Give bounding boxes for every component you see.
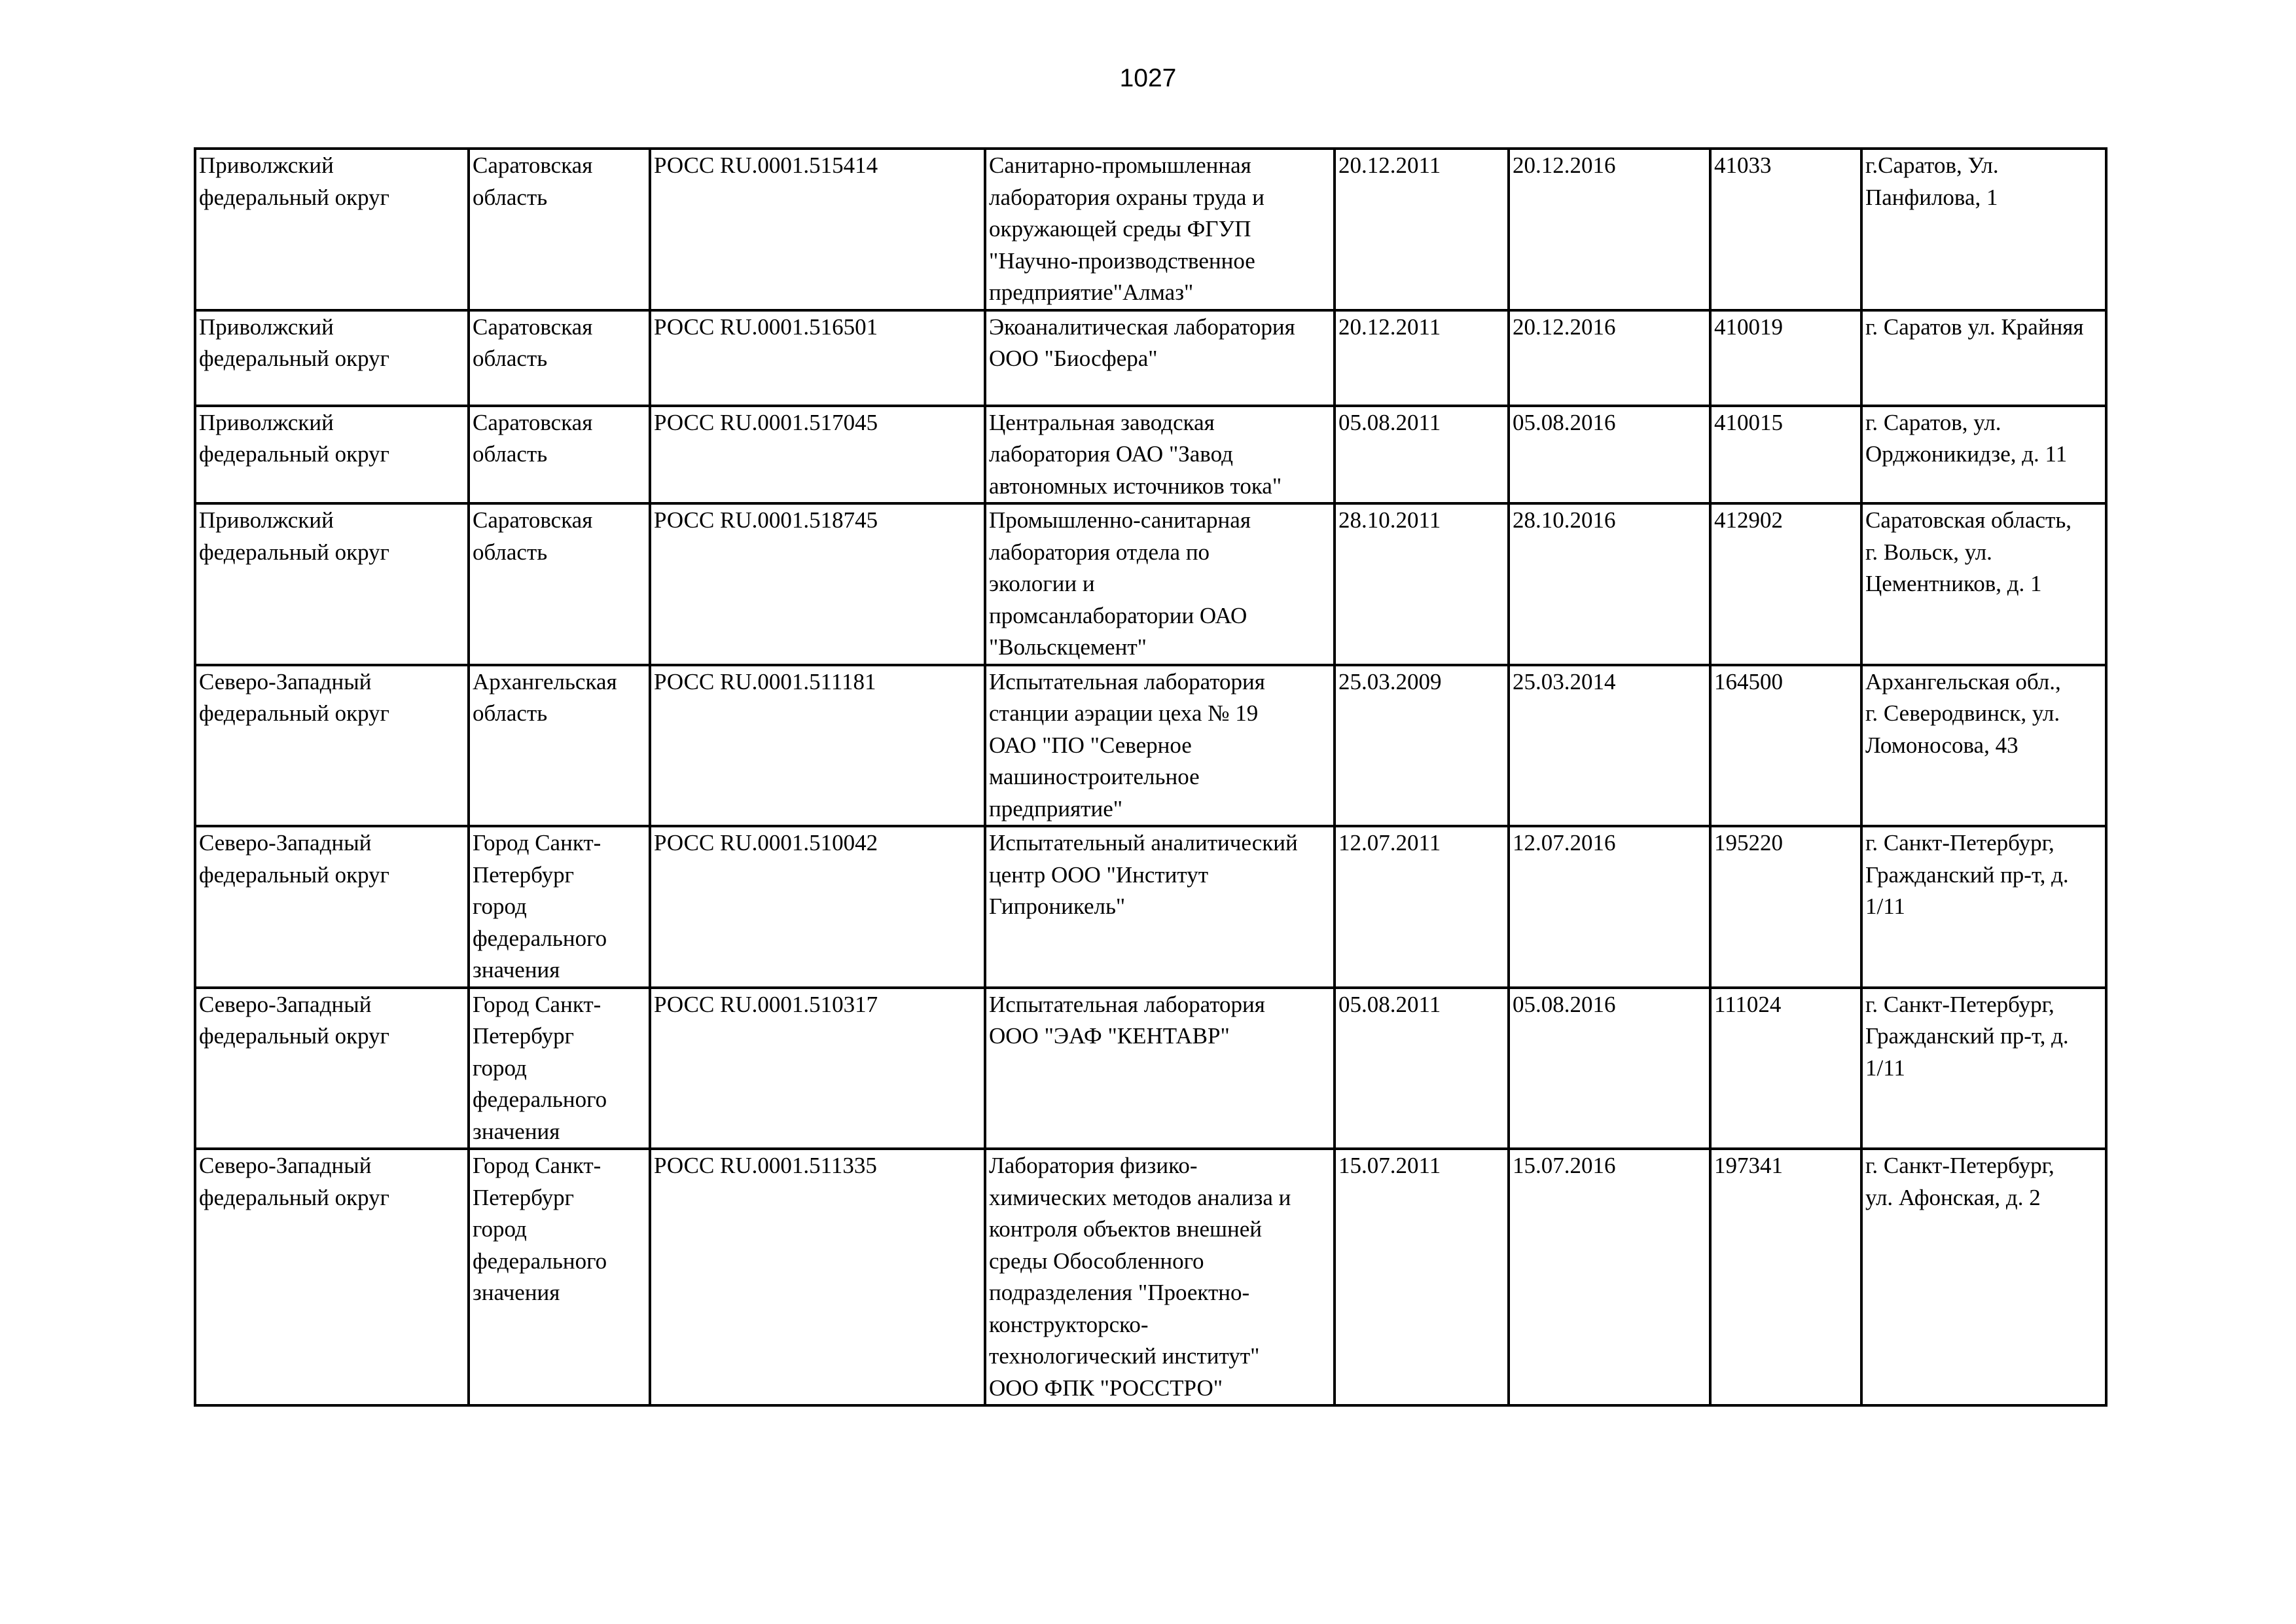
table-row <box>195 826 2106 988</box>
district-cell-text: Приволжский федеральный округ <box>199 507 389 565</box>
district-cell-text: Приволжский федеральный округ <box>199 153 389 210</box>
laboratory-name-cell-text: Санитарно-промышленная лаборатория охраны труда и окружающей среды ФГУП "Научно-производственное предприятие"Алмаз" <box>989 153 1265 305</box>
district-cell-text: Северо-Западный федеральный округ <box>199 830 389 888</box>
postal-code-cell <box>1710 503 1861 665</box>
district-cell <box>195 406 469 504</box>
district-cell-text: Приволжский федеральный округ <box>199 314 389 371</box>
district-cell-text: Северо-Западный федеральный округ <box>199 668 389 726</box>
issue-date-cell-text: 05.08.2011 <box>1338 409 1441 435</box>
registration-number-cell <box>650 503 985 665</box>
region-cell <box>469 826 650 988</box>
expiry-date-cell-text: 25.03.2014 <box>1513 668 1616 695</box>
issue-date-cell <box>1335 406 1509 504</box>
table-body <box>195 149 2106 1405</box>
expiry-date-cell-text: 28.10.2016 <box>1513 507 1616 533</box>
district-cell-text: Северо-Западный федеральный округ <box>199 1153 389 1210</box>
postal-code-cell <box>1710 310 1861 406</box>
registration-number-cell <box>650 988 985 1149</box>
issue-date-cell <box>1335 665 1509 827</box>
region-cell <box>469 310 650 406</box>
address-cell-text: г. Санкт-Петербург, ул. Афонская, д. 2 <box>1865 1153 2054 1210</box>
expiry-date-cell <box>1509 149 1710 310</box>
district-cell <box>195 310 469 406</box>
district-cell <box>195 149 469 310</box>
laboratory-name-cell-text: Экоаналитическая лаборатория ООО "Биосфера" <box>989 314 1295 371</box>
issue-date-cell-text: 25.03.2009 <box>1338 668 1442 695</box>
laboratory-name-cell <box>985 826 1335 988</box>
expiry-date-cell <box>1509 826 1710 988</box>
issue-date-cell-text: 05.08.2011 <box>1338 991 1441 1017</box>
address-cell-text: г. Санкт-Петербург, Гражданский пр-т, д. 1/11 <box>1865 830 2069 919</box>
registration-number-cell <box>650 406 985 504</box>
laboratory-name-cell-text: Лаборатория физико- химических методов анализа и контроля объектов внешней среды Обособленного подразделения "Проектно- конструкторско- технологический институт" ООО ФПК "РОССТРО" <box>989 1153 1291 1401</box>
registration-number-cell-text: РОСС RU.0001.516501 <box>654 314 878 340</box>
address-cell <box>1861 503 2106 665</box>
region-cell-text: Саратовская область <box>473 153 593 210</box>
table-row <box>195 310 2106 406</box>
region-cell-text: Архангельская область <box>473 668 617 726</box>
postal-code-cell-text: 111024 <box>1714 991 1782 1017</box>
registration-number-cell <box>650 310 985 406</box>
address-cell <box>1861 310 2106 406</box>
address-cell <box>1861 149 2106 310</box>
postal-code-cell-text: 164500 <box>1714 668 1783 695</box>
region-cell <box>469 665 650 827</box>
postal-code-cell-text: 410015 <box>1714 409 1783 435</box>
address-cell <box>1861 665 2106 827</box>
registration-number-cell-text: РОСС RU.0001.511181 <box>654 668 876 695</box>
address-cell <box>1861 826 2106 988</box>
issue-date-cell-text: 28.10.2011 <box>1338 507 1441 533</box>
table-row <box>195 1149 2106 1405</box>
postal-code-cell-text: 41033 <box>1714 153 1772 178</box>
region-cell-text: Саратовская область <box>473 409 593 467</box>
issue-date-cell <box>1335 988 1509 1149</box>
expiry-date-cell-text: 05.08.2016 <box>1513 991 1616 1017</box>
postal-code-cell <box>1710 1149 1861 1405</box>
issue-date-cell <box>1335 826 1509 988</box>
district-cell <box>195 503 469 665</box>
postal-code-cell-text: 412902 <box>1714 507 1783 533</box>
laboratory-name-cell <box>985 149 1335 310</box>
district-cell <box>195 826 469 988</box>
postal-code-cell-text: 410019 <box>1714 314 1783 340</box>
expiry-date-cell <box>1509 503 1710 665</box>
laboratory-name-cell <box>985 988 1335 1149</box>
expiry-date-cell <box>1509 310 1710 406</box>
postal-code-cell <box>1710 988 1861 1149</box>
expiry-date-cell <box>1509 1149 1710 1405</box>
region-cell <box>469 406 650 504</box>
district-cell-text: Северо-Западный федеральный округ <box>199 991 389 1049</box>
issue-date-cell <box>1335 503 1509 665</box>
region-cell <box>469 1149 650 1405</box>
issue-date-cell <box>1335 1149 1509 1405</box>
laboratory-name-cell-text: Промышленно-санитарная лаборатория отдела по экологии и промсанлаборатории ОАО "Вольскцемент" <box>989 507 1251 660</box>
expiry-date-cell-text: 12.07.2016 <box>1513 830 1616 856</box>
address-cell-text: г. Саратов ул. Крайняя <box>1865 314 2084 340</box>
table-row <box>195 665 2106 827</box>
address-cell <box>1861 1149 2106 1405</box>
expiry-date-cell-text: 05.08.2016 <box>1513 409 1616 435</box>
postal-code-cell <box>1710 149 1861 310</box>
registration-number-cell-text: РОСС RU.0001.515414 <box>654 153 878 178</box>
table-row <box>195 988 2106 1149</box>
laboratory-name-cell <box>985 406 1335 504</box>
address-cell-text: Саратовская область, г. Вольск, ул. Цементников, д. 1 <box>1865 507 2072 596</box>
region-cell-text: Саратовская область <box>473 507 593 565</box>
table-row <box>195 149 2106 310</box>
expiry-date-cell-text: 20.12.2016 <box>1513 153 1616 178</box>
district-cell <box>195 988 469 1149</box>
laboratory-name-cell <box>985 1149 1335 1405</box>
expiry-date-cell-text: 20.12.2016 <box>1513 314 1616 340</box>
district-cell-text: Приволжский федеральный округ <box>199 409 389 467</box>
address-cell-text: г. Санкт-Петербург, Гражданский пр-т, д. 1/11 <box>1865 991 2069 1081</box>
issue-date-cell <box>1335 149 1509 310</box>
postal-code-cell-text: 195220 <box>1714 830 1783 856</box>
registration-number-cell-text: РОСС RU.0001.511335 <box>654 1153 877 1178</box>
issue-date-cell-text: 20.12.2011 <box>1338 314 1441 340</box>
expiry-date-cell <box>1509 988 1710 1149</box>
address-cell-text: г. Саратов, ул. Орджоникидзе, д. 11 <box>1865 409 2068 467</box>
region-cell <box>469 503 650 665</box>
table-row <box>195 406 2106 504</box>
table-row <box>195 503 2106 665</box>
region-cell-text: Саратовская область <box>473 314 593 371</box>
region-cell-text: Город Санкт- Петербург город федерального значения <box>473 991 607 1144</box>
laboratory-name-cell-text: Испытательный аналитический центр ООО "Институт Гипроникель" <box>989 830 1298 919</box>
postal-code-cell <box>1710 665 1861 827</box>
laboratory-registry-table <box>194 147 2108 1407</box>
district-cell <box>195 1149 469 1405</box>
page-number: 1027 <box>1119 64 1177 92</box>
region-cell <box>469 149 650 310</box>
address-cell <box>1861 988 2106 1149</box>
region-cell-text: Город Санкт- Петербург город федерального значения <box>473 1153 607 1305</box>
registration-number-cell <box>650 149 985 310</box>
registration-number-cell-text: РОСС RU.0001.510317 <box>654 991 878 1017</box>
laboratory-name-cell-text: Центральная заводская лаборатория ОАО "Завод автономных источников тока" <box>989 409 1282 499</box>
expiry-date-cell-text: 15.07.2016 <box>1513 1153 1616 1178</box>
expiry-date-cell <box>1509 665 1710 827</box>
district-cell <box>195 665 469 827</box>
issue-date-cell-text: 12.07.2011 <box>1338 830 1441 856</box>
address-cell-text: Архангельская обл., г. Северодвинск, ул. Ломоносова, 43 <box>1865 668 2061 758</box>
address-cell-text: г.Саратов, Ул. Панфилова, 1 <box>1865 153 1999 210</box>
expiry-date-cell <box>1509 406 1710 504</box>
laboratory-name-cell-text: Испытательная лаборатория ООО "ЭАФ "КЕНТАВР" <box>989 991 1265 1049</box>
postal-code-cell <box>1710 406 1861 504</box>
laboratory-name-cell <box>985 665 1335 827</box>
registration-number-cell <box>650 1149 985 1405</box>
postal-code-cell <box>1710 826 1861 988</box>
postal-code-cell-text: 197341 <box>1714 1153 1783 1178</box>
registration-number-cell-text: РОСС RU.0001.517045 <box>654 409 878 435</box>
laboratory-name-cell <box>985 503 1335 665</box>
issue-date-cell-text: 20.12.2011 <box>1338 153 1441 178</box>
registration-number-cell-text: РОСС RU.0001.518745 <box>654 507 878 533</box>
registration-number-cell <box>650 665 985 827</box>
laboratory-name-cell-text: Испытательная лаборатория станции аэрации цеха № 19 ОАО "ПО "Северное машиностроительное предприятие" <box>989 668 1265 821</box>
registration-number-cell <box>650 826 985 988</box>
laboratory-name-cell <box>985 310 1335 406</box>
region-cell-text: Город Санкт- Петербург город федерального значения <box>473 830 607 983</box>
issue-date-cell <box>1335 310 1509 406</box>
address-cell <box>1861 406 2106 504</box>
region-cell <box>469 988 650 1149</box>
issue-date-cell-text: 15.07.2011 <box>1338 1153 1441 1178</box>
registration-number-cell-text: РОСС RU.0001.510042 <box>654 830 878 856</box>
